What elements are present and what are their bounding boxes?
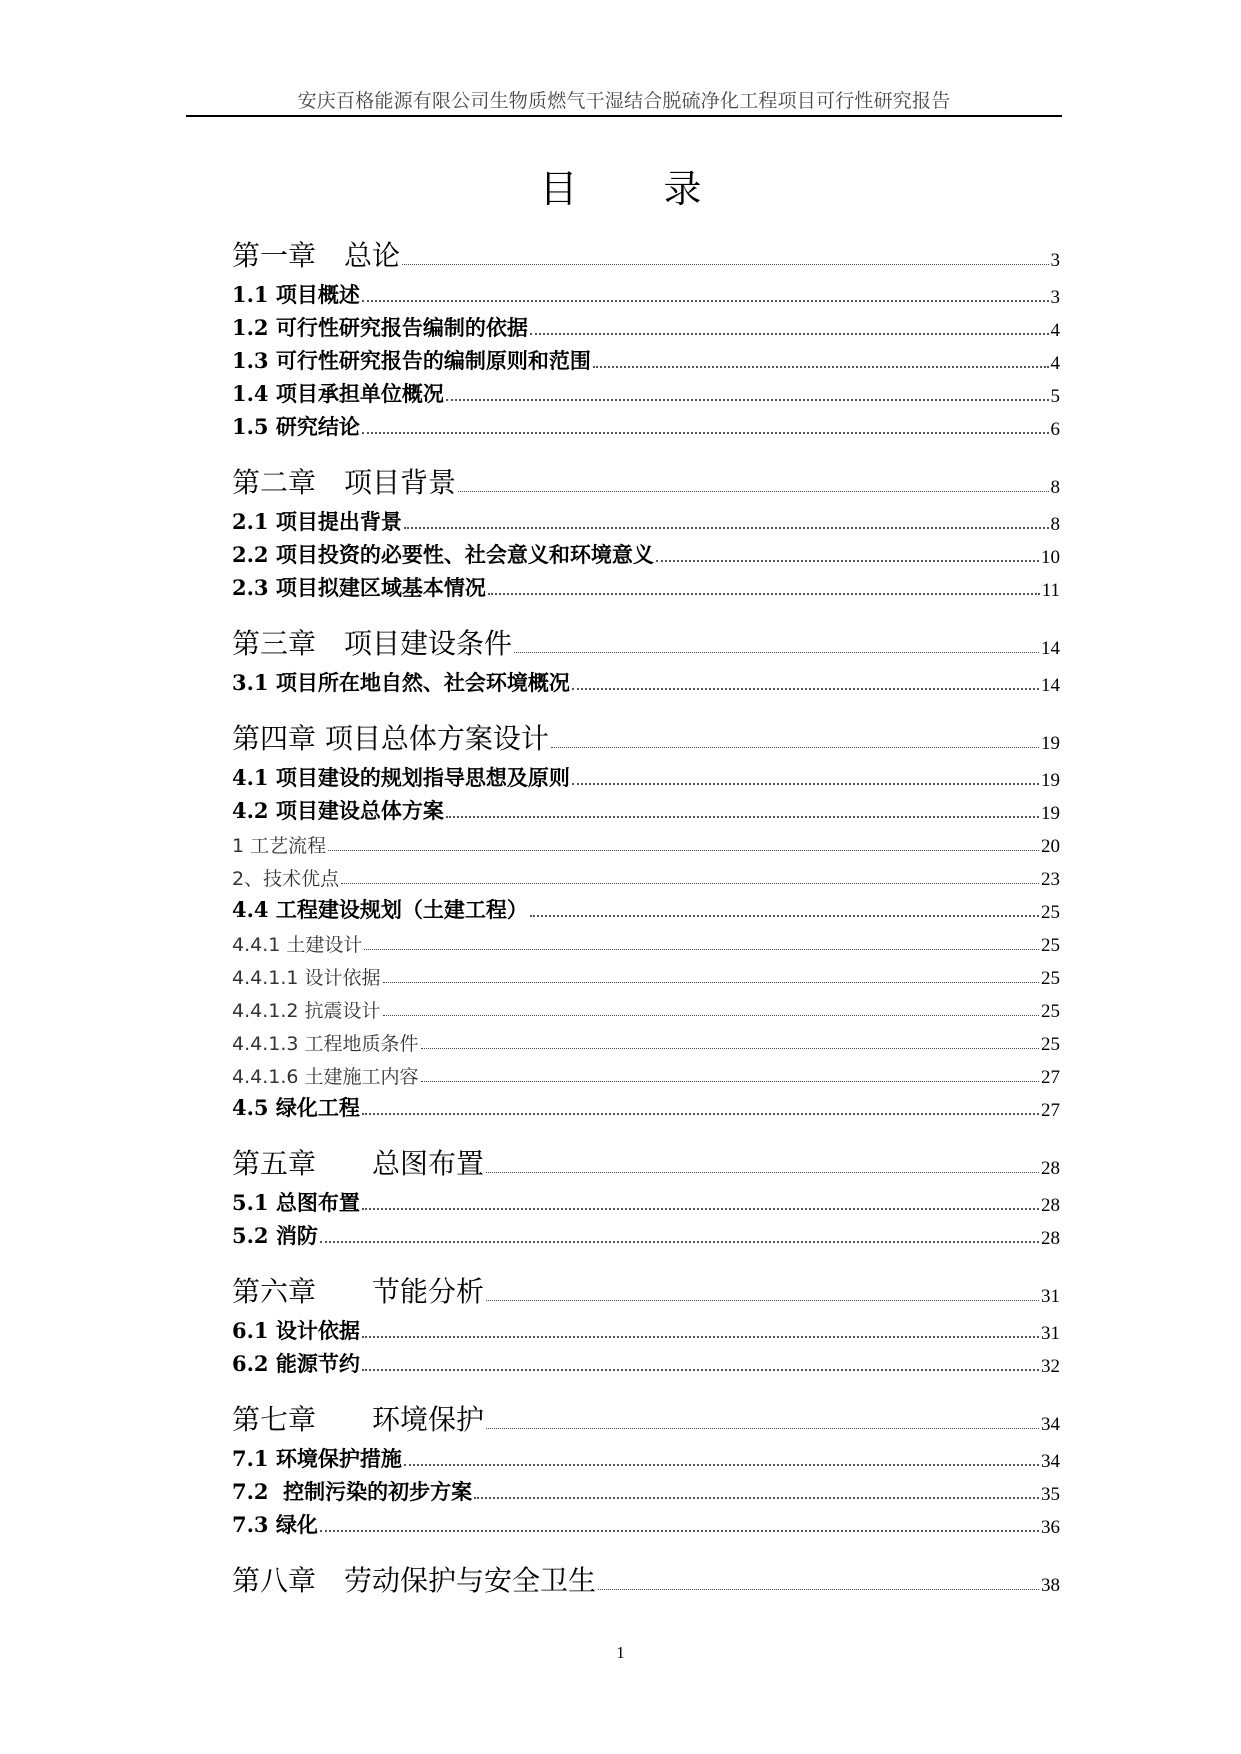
toc-dot-leader	[383, 1015, 1039, 1016]
toc-entry-label: 7.1 环境保护措施	[232, 1446, 402, 1471]
toc-dot-leader	[656, 560, 1039, 562]
toc-entry-page-number: 25	[1041, 1001, 1060, 1022]
toc-dot-leader	[514, 652, 1039, 653]
toc-entry-label: 第五章 总图布置	[232, 1147, 485, 1180]
toc-entry-section[interactable]	[232, 536, 1060, 569]
toc-entry-sub[interactable]	[232, 924, 1060, 957]
toc-entry-page-number: 6	[1050, 419, 1060, 440]
toc-entry-label: 1.1 项目概述	[232, 282, 360, 307]
toc-entry-label: 第四章 项目总体方案设计	[232, 722, 549, 755]
toc-entry-section[interactable]	[232, 503, 1060, 536]
toc-entry-page-number: 28	[1041, 1228, 1060, 1249]
toc-dot-leader	[598, 1589, 1039, 1590]
toc-entry-page-number: 38	[1041, 1575, 1060, 1596]
toc-entry-label: 5.1 总图布置	[232, 1190, 360, 1215]
toc-entry-page-number: 11	[1041, 580, 1060, 601]
toc-entry-section[interactable]	[232, 1440, 1060, 1473]
toc-entry-page-number: 10	[1041, 547, 1060, 568]
toc-entry-section[interactable]	[232, 408, 1060, 441]
toc-entry-label: 1 工艺流程	[232, 835, 327, 857]
toc-dot-leader	[320, 1530, 1039, 1532]
toc-entry-page-number: 14	[1041, 675, 1060, 696]
toc-entry-label: 第二章 项目背景	[232, 466, 457, 499]
toc-entry-page-number: 4	[1050, 353, 1060, 374]
toc-dot-leader	[362, 1336, 1039, 1338]
toc-dot-leader	[486, 1300, 1039, 1301]
toc-dot-leader	[486, 1172, 1039, 1173]
toc-entry-label: 1.5 研究结论	[232, 414, 360, 439]
toc-entry-section[interactable]	[232, 276, 1060, 309]
toc-entry-page-number: 32	[1041, 1356, 1060, 1377]
toc-entry-section[interactable]	[232, 1089, 1060, 1122]
toc-dot-leader	[593, 366, 1049, 368]
toc-entry-page-number: 3	[1050, 250, 1060, 271]
toc-entry-sub[interactable]	[232, 957, 1060, 990]
toc-entry-page-number: 14	[1041, 638, 1060, 659]
toc-dot-leader	[421, 1081, 1039, 1082]
toc-entry-page-number: 28	[1041, 1158, 1060, 1179]
toc-entry-page-number: 8	[1050, 514, 1060, 535]
toc-entry-section[interactable]	[232, 664, 1060, 697]
toc-dot-leader	[488, 593, 1040, 595]
toc-entry-label: 5.2 消防	[232, 1223, 318, 1248]
toc-entry-label: 4.4 工程建设规划（土建工程）	[232, 897, 528, 922]
toc-dot-leader	[486, 1428, 1039, 1429]
toc-dot-leader	[551, 747, 1039, 748]
running-header-title: 安庆百格能源有限公司生物质燃气干湿结合脱硫净化工程项目可行性研究报告	[297, 90, 951, 112]
page-number: 1	[616, 1643, 625, 1662]
toc-dot-leader	[328, 850, 1039, 851]
toc-entry-chapter[interactable]	[232, 455, 1060, 501]
toc-entry-page-number: 28	[1041, 1195, 1060, 1216]
toc-entry-label: 4.4.1 土建设计	[232, 934, 363, 956]
toc-entry-chapter[interactable]	[232, 711, 1060, 757]
toc-entry-sub[interactable]	[232, 1056, 1060, 1089]
toc-dot-leader	[530, 915, 1039, 917]
toc-entry-chapter[interactable]	[232, 616, 1060, 662]
toc-entry-page-number: 36	[1041, 1517, 1060, 1538]
toc-entry-sub[interactable]	[232, 825, 1060, 858]
toc-entry-label: 2.3 项目拟建区域基本情况	[232, 575, 486, 600]
toc-dot-leader	[572, 783, 1039, 785]
toc-dot-leader	[404, 527, 1049, 529]
toc-dot-leader	[446, 816, 1039, 818]
toc-entry-page-number: 31	[1041, 1286, 1060, 1307]
toc-entry-page-number: 34	[1041, 1414, 1060, 1435]
toc-entry-page-number: 3	[1050, 287, 1060, 308]
toc-dot-leader	[362, 1113, 1039, 1115]
toc-entry-section[interactable]	[232, 569, 1060, 602]
toc-entry-chapter[interactable]	[232, 1553, 1060, 1599]
toc-entry-chapter[interactable]	[232, 1264, 1060, 1310]
toc-dot-leader	[362, 1208, 1039, 1210]
toc-entry-sub[interactable]	[232, 1023, 1060, 1056]
toc-entry-page-number: 25	[1041, 1034, 1060, 1055]
toc-dot-leader	[362, 1369, 1039, 1371]
toc-entry-label: 第六章 节能分析	[232, 1275, 485, 1308]
toc-entry-label: 2、技术优点	[232, 868, 340, 890]
toc-entry-page-number: 27	[1041, 1100, 1060, 1121]
toc-entry-label: 4.2 项目建设总体方案	[232, 798, 444, 823]
toc-entry-section[interactable]	[232, 375, 1060, 408]
toc-entry-section[interactable]	[232, 1312, 1060, 1345]
toc-dot-leader	[404, 1464, 1039, 1466]
toc-entry-section[interactable]	[232, 1184, 1060, 1217]
toc-entry-label: 4.4.1.2 抗震设计	[232, 1000, 381, 1022]
toc-entry-label: 4.1 项目建设的规划指导思想及原则	[232, 765, 570, 790]
toc-entry-page-number: 34	[1041, 1451, 1060, 1472]
toc-entry-section[interactable]	[232, 759, 1060, 792]
toc-dot-leader	[364, 949, 1039, 950]
table-of-contents	[232, 228, 1060, 1601]
header-divider	[186, 115, 1062, 117]
toc-entry-page-number: 19	[1041, 733, 1060, 754]
toc-entry-page-number: 4	[1050, 320, 1060, 341]
toc-entry-section[interactable]	[232, 1506, 1060, 1539]
toc-entry-page-number: 20	[1041, 836, 1060, 857]
toc-dot-leader	[362, 300, 1049, 302]
toc-entry-page-number: 25	[1041, 935, 1060, 956]
toc-entry-section[interactable]	[232, 1345, 1060, 1378]
toc-entry-label: 2.2 项目投资的必要性、社会意义和环境意义	[232, 542, 654, 567]
toc-entry-label: 1.3 可行性研究报告的编制原则和范围	[232, 348, 591, 373]
toc-entry-page-number: 27	[1041, 1067, 1060, 1088]
toc-entry-page-number: 25	[1041, 902, 1060, 923]
toc-dot-leader	[341, 883, 1039, 884]
toc-entry-label: 6.1 设计依据	[232, 1318, 360, 1343]
toc-entry-chapter[interactable]	[232, 1136, 1060, 1182]
toc-dot-leader	[402, 264, 1048, 265]
toc-dot-leader	[383, 982, 1039, 983]
toc-entry-label: 第三章 项目建设条件	[232, 627, 513, 660]
toc-entry-label: 7.3 绿化	[232, 1512, 318, 1537]
toc-dot-leader	[474, 1497, 1039, 1499]
toc-entry-sub[interactable]	[232, 858, 1060, 891]
toc-entry-section[interactable]	[232, 1473, 1060, 1506]
toc-entry-section[interactable]	[232, 309, 1060, 342]
toc-entry-section[interactable]	[232, 891, 1060, 924]
toc-dot-leader	[458, 491, 1048, 492]
toc-entry-page-number: 31	[1041, 1323, 1060, 1344]
toc-entry-label: 第七章 环境保护	[232, 1403, 485, 1436]
toc-entry-page-number: 23	[1041, 869, 1060, 890]
toc-entry-label: 4.5 绿化工程	[232, 1095, 360, 1120]
toc-entry-label: 2.1 项目提出背景	[232, 509, 402, 534]
toc-entry-label: 4.4.1.1 设计依据	[232, 967, 381, 989]
toc-dot-leader	[446, 399, 1049, 401]
toc-dot-leader	[320, 1241, 1039, 1243]
toc-entry-page-number: 35	[1041, 1484, 1060, 1505]
toc-entry-label: 1.2 可行性研究报告编制的依据	[232, 315, 528, 340]
toc-entry-page-number: 5	[1050, 386, 1060, 407]
toc-entry-page-number: 19	[1041, 803, 1060, 824]
toc-entry-section[interactable]	[232, 1217, 1060, 1250]
toc-entry-label: 1.4 项目承担单位概况	[232, 381, 444, 406]
toc-entry-label: 7.2 控制污染的初步方案	[232, 1479, 473, 1504]
toc-entry-chapter[interactable]	[232, 1392, 1060, 1438]
toc-entry-label: 第八章 劳动保护与安全卫生	[232, 1564, 597, 1597]
toc-entry-page-number: 8	[1050, 477, 1060, 498]
toc-entry-label: 第一章 总论	[232, 239, 401, 272]
toc-entry-page-number: 19	[1041, 770, 1060, 791]
toc-dot-leader	[362, 432, 1049, 434]
toc-heading: 目录	[539, 167, 788, 211]
toc-entry-sub[interactable]	[232, 990, 1060, 1023]
toc-entry-label: 4.4.1.3 工程地质条件	[232, 1033, 419, 1055]
toc-entry-label: 3.1 项目所在地自然、社会环境概况	[232, 670, 570, 695]
toc-entry-section[interactable]	[232, 792, 1060, 825]
toc-entry-label: 4.4.1.6 土建施工内容	[232, 1066, 419, 1088]
toc-entry-label: 6.2 能源节约	[232, 1351, 360, 1376]
toc-entry-page-number: 25	[1041, 968, 1060, 989]
toc-entry-section[interactable]	[232, 342, 1060, 375]
toc-dot-leader	[530, 333, 1049, 335]
toc-dot-leader	[572, 688, 1039, 690]
toc-dot-leader	[421, 1048, 1039, 1049]
toc-entry-chapter[interactable]	[232, 228, 1060, 274]
